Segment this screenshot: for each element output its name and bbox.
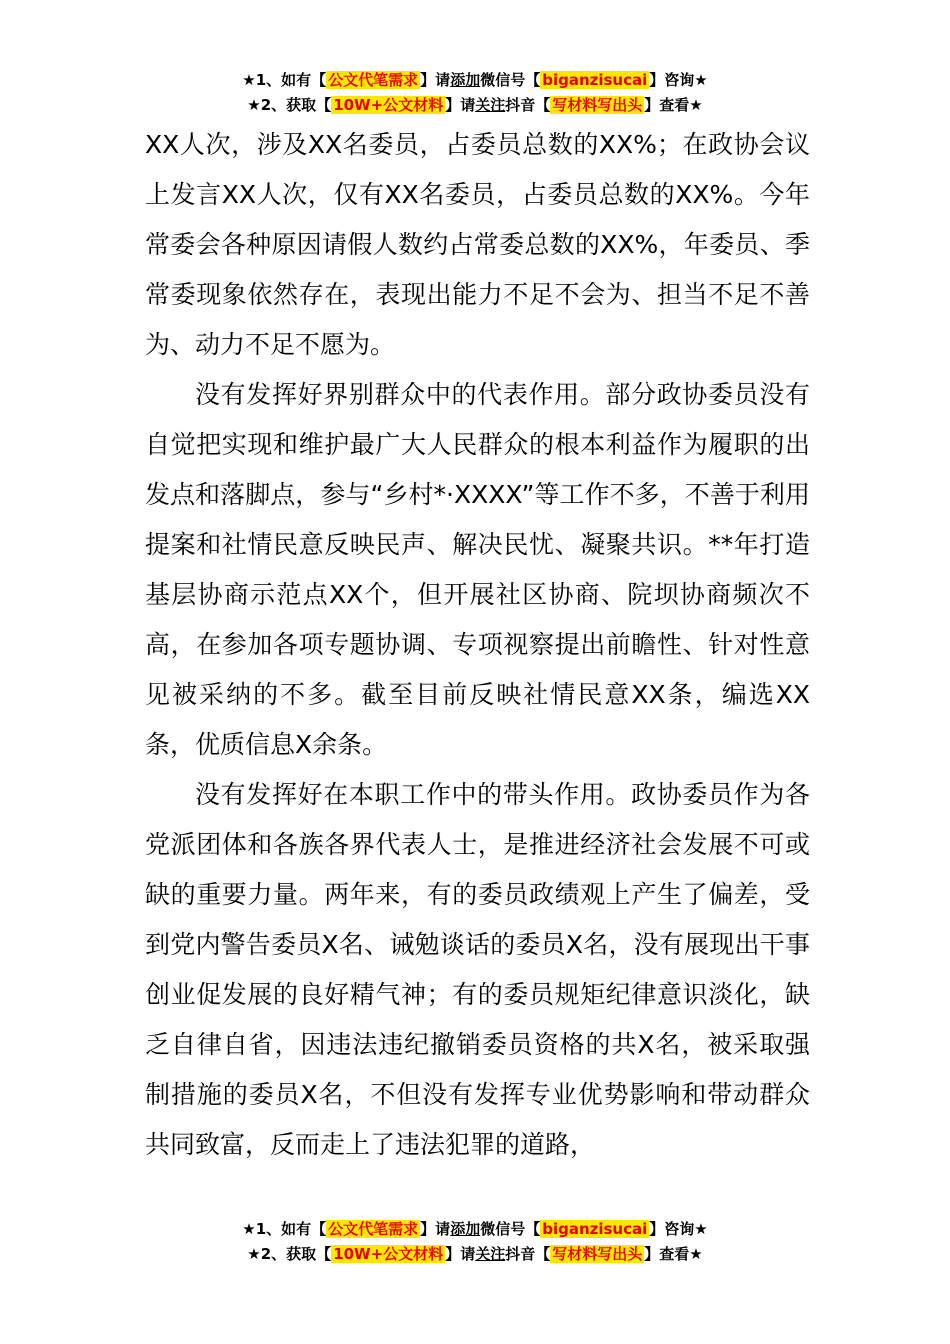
promo-highlight: 公文代笔需求 [328, 71, 419, 89]
paragraph-continuation: XX人次，涉及XX名委员，占委员总数的XX%；在政协会议上发言XX人次，仅有XX名委员，占委员总数的XX%。今年常委会各种原因请假人数约占常委总数的XX%，年委员、季常委现象依然存在，表现出能力不足不会为、担当不足不善为、动力不足不愿为。 [145, 130, 810, 359]
promo-banner-top [0, 68, 950, 118]
promo-highlight: 公文代笔需求 [328, 1220, 419, 1238]
promo-highlight: biganzisucai [542, 1220, 648, 1238]
paragraph-leading-role: 没有发挥好在本职工作中的带头作用。政协委员作为各党派团体和各族各界代表人士，是推进经济社会发展不可或缺的重要力量。两年来，有的委员政绩观上产生了偏差，受到党内警告委员X名、诫勉谈话的委员X名，没有展现出干事创业促发展的良好精气神；有的委员规矩纪律意识淡化，缺乏自律自省，因违法违纪撤销委员资格的共X名，被采取强制措施的委员X名，不但没有发挥专业优势影响和带动群众共同致富，反而走上了违法犯罪的道路， [145, 780, 810, 1159]
document-body [145, 120, 810, 1170]
promo-line-1: ★1、如有【 公文代笔需求 】请添加微信号【 biganzisucai 】咨询★ [242, 71, 708, 89]
promo-line-2: ★2、获取【 10W+公文材料 】请关注抖音【 写材料写出头 】查看★ [247, 1245, 703, 1263]
promo-highlight: 写材料写出头 [552, 1245, 643, 1263]
paragraph-representative-role: 没有发挥好界别群众中的代表作用。部分政协委员没有自觉把实现和维护最广大人民群众的根本利益作为履职的出发点和落脚点，参与“乡村*·XXXX”等工作不多，不善于利用提案和社情民意反映民声、解决民忧、凝聚共识。**年打造基层协商示范点XX个，但开展社区协商、院坝协商频次不高，在参加各项专题协调、专项视察提出前瞻性、针对性意见被采纳的不多。截至目前反映社情民意XX条，编选XX条，优质信息X余条。 [145, 380, 810, 759]
promo-line-2: ★2、获取【 10W+公文材料 】请关注抖音【 写材料写出头 】查看★ [247, 96, 703, 114]
promo-highlight: 10W+公文材料 [333, 96, 444, 114]
promo-highlight: biganzisucai [542, 71, 648, 89]
promo-highlight: 10W+公文材料 [333, 1245, 444, 1263]
promo-line-1: ★1、如有【 公文代笔需求 】请添加微信号【 biganzisucai 】咨询★ [242, 1220, 708, 1238]
promo-highlight: 写材料写出头 [552, 96, 643, 114]
promo-banner-bottom [0, 1217, 950, 1267]
